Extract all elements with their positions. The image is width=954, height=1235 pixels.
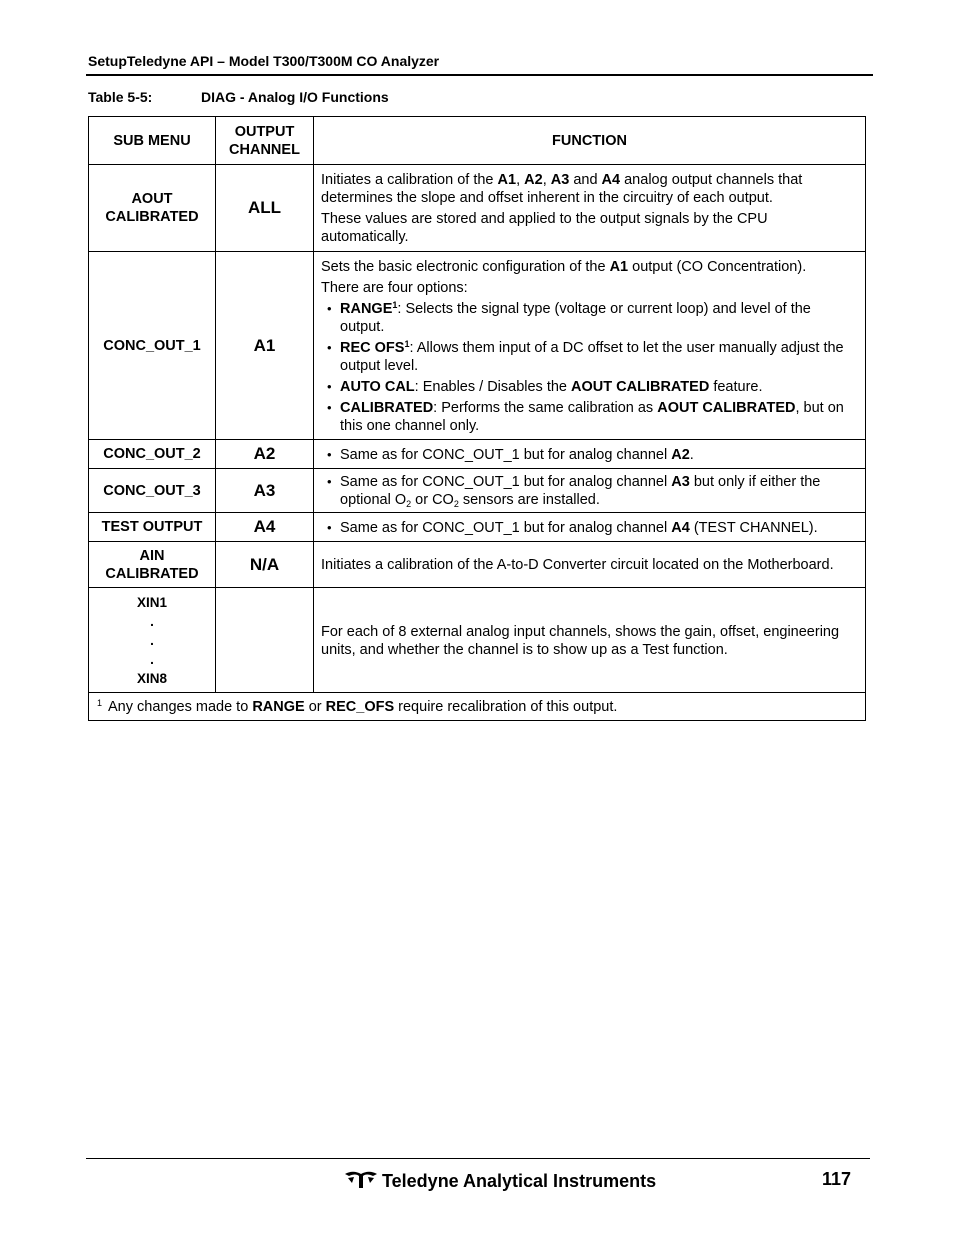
- channel-cell: A4: [216, 513, 314, 542]
- table-caption-label: Table 5-5:: [88, 89, 153, 105]
- sub-menu-cell: CONC_OUT_3: [89, 469, 216, 513]
- text-span: Initiates a calibration of the: [321, 172, 498, 188]
- teledyne-logo-icon: [344, 1168, 382, 1195]
- sub-menu-cell: [89, 165, 216, 252]
- sub-menu-cell: TEST OUTPUT: [89, 513, 216, 542]
- column-header-function: FUNCTION: [314, 117, 866, 165]
- function-cell: [314, 469, 866, 513]
- table-row-ain-calibrated: [89, 542, 866, 588]
- footer-brand-text: Teledyne Analytical Instruments: [382, 1171, 657, 1191]
- subscript: 2: [453, 499, 459, 509]
- bold-span: A1: [497, 172, 517, 188]
- sub-menu-line1: AIN: [139, 547, 165, 564]
- table-footnote-row: [89, 693, 866, 721]
- list-item-range: [321, 300, 859, 336]
- bold-span: REC_OFS: [325, 698, 395, 715]
- option-term: RANGE: [340, 300, 393, 317]
- list-item-auto-cal: [321, 378, 859, 396]
- text-span: Any changes made to: [108, 698, 253, 715]
- text-span: analog output channels that determines the slope and offset inherent in the circuitry of each output.: [321, 172, 803, 206]
- sub-menu-line2: CALIBRATED: [105, 209, 199, 225]
- list-item: [321, 519, 859, 537]
- sub-menu-cell: [89, 588, 216, 693]
- function-paragraph: There are four options:: [321, 279, 468, 296]
- column-header-output-line1: OUTPUT: [234, 123, 295, 140]
- function-paragraph: These values are stored and applied to the output signals by the CPU automatically.: [321, 211, 768, 245]
- option-text: : Performs the same calibration as: [433, 399, 658, 416]
- function-cell: [314, 440, 866, 469]
- function-cell: [314, 513, 866, 542]
- channel-cell: A3: [216, 469, 314, 513]
- text-span: ,: [542, 172, 551, 188]
- option-term: CALIBRATED: [340, 399, 434, 416]
- table-row-conc-out-1: [89, 252, 866, 440]
- ellipsis-dot: .: [150, 613, 154, 629]
- text-span: Same as for CONC_OUT_1 but for analog channel: [340, 474, 672, 490]
- option-text: , but on this one channel only.: [340, 399, 844, 434]
- subscript: 2: [406, 499, 412, 509]
- footnote-ref: 1: [392, 299, 398, 310]
- function-cell: [314, 588, 866, 693]
- options-list: [321, 300, 859, 435]
- footnote-marker: 1: [97, 697, 103, 708]
- bold-span: RANGE: [252, 698, 305, 715]
- bold-span: A4: [671, 519, 690, 536]
- options-list: [321, 446, 859, 464]
- text-span: output (CO Concentration).: [628, 258, 807, 275]
- list-item-calibrated: [321, 399, 859, 435]
- header-divider: [86, 74, 873, 76]
- table-header-row: [89, 117, 866, 165]
- text-span: ,: [516, 172, 525, 188]
- option-term: AUTO CAL: [340, 378, 415, 395]
- function-cell: [314, 252, 866, 440]
- sub-menu-line1: AOUT: [131, 191, 173, 207]
- sub-menu-cell: CONC_OUT_2: [89, 440, 216, 469]
- column-header-output-line2: CHANNEL: [229, 141, 300, 158]
- function-paragraph: [321, 171, 859, 207]
- function-paragraph: For each of 8 external analog input channels, shows the gain, offset, engineering units, and whether the channel is to show up as a Test function.: [321, 623, 840, 658]
- sub-menu-xin-first: XIN1: [136, 594, 167, 610]
- table-row-test-output: [89, 513, 866, 542]
- bold-span: A4: [601, 172, 621, 188]
- options-list: [321, 473, 859, 509]
- text-span: Same as for CONC_OUT_1 but for analog channel: [340, 446, 672, 463]
- table-row-aout-calibrated: [89, 165, 866, 252]
- page-header-title: SetupTeledyne API – Model T300/T300M CO Analyzer: [88, 53, 440, 69]
- option-text: : Enables / Disables the: [414, 378, 572, 395]
- ellipsis-dot: .: [150, 651, 154, 667]
- page-number: 117: [822, 1169, 852, 1189]
- sub-menu-xin-last: XIN8: [136, 670, 167, 686]
- bold-span: A3: [550, 172, 570, 188]
- sub-menu-cell: CONC_OUT_1: [89, 252, 216, 440]
- ellipsis-dot: .: [150, 632, 154, 648]
- function-paragraph: [321, 258, 859, 276]
- footnote-ref: 1: [404, 338, 410, 349]
- list-item: [321, 446, 859, 464]
- function-cell: [314, 542, 866, 588]
- bold-span: A2: [671, 446, 690, 463]
- text-span: or CO: [411, 492, 454, 508]
- text-span: (TEST CHANNEL).: [689, 519, 818, 536]
- options-list: [321, 519, 859, 537]
- text-span: Same as for CONC_OUT_1 but for analog channel: [340, 519, 672, 536]
- footer-divider: [86, 1158, 870, 1159]
- function-paragraph: Initiates a calibration of the A-to-D Converter circuit located on the Motherboard.: [321, 557, 834, 573]
- table-caption: [88, 89, 389, 105]
- text-span: but only if either the optional O: [340, 474, 821, 508]
- footer-brand: [344, 1168, 656, 1195]
- text-span: sensors are installed.: [458, 492, 600, 508]
- bold-span: A2: [524, 172, 543, 188]
- text-span: Sets the basic electronic configuration of the: [321, 258, 610, 275]
- list-item-rec-ofs: [321, 339, 859, 375]
- bold-span: A1: [609, 258, 629, 275]
- text-span: .: [689, 446, 694, 463]
- bold-span: AOUT CALIBRATED: [657, 399, 796, 416]
- sub-menu-line2: CALIBRATED: [105, 565, 199, 582]
- channel-cell: A2: [216, 440, 314, 469]
- text-span: require recalibration of this output.: [394, 698, 618, 715]
- list-item: [321, 473, 859, 509]
- channel-cell: A1: [216, 252, 314, 440]
- sub-menu-cell: [89, 542, 216, 588]
- option-text: : Allows them input of a DC offset to let the user manually adjust the output level.: [340, 339, 844, 374]
- table-row-xin: [89, 588, 866, 693]
- channel-cell: ALL: [216, 165, 314, 252]
- column-header-sub-menu: SUB MENU: [89, 117, 216, 165]
- footnote-cell: [89, 693, 866, 721]
- option-term: REC OFS: [340, 339, 405, 356]
- text-span: or: [304, 698, 326, 715]
- bold-span: AOUT CALIBRATED: [571, 378, 710, 395]
- analog-io-functions-table: [88, 116, 866, 721]
- option-text: feature.: [709, 378, 763, 395]
- text-span: and: [569, 172, 602, 188]
- option-text: : Selects the signal type (voltage or current loop) and level of the output.: [340, 300, 811, 335]
- column-header-output-channel: [216, 117, 314, 165]
- function-cell: [314, 165, 866, 252]
- table-row-conc-out-2: [89, 440, 866, 469]
- channel-cell: N/A: [216, 542, 314, 588]
- table-row-conc-out-3: [89, 469, 866, 513]
- channel-cell: [216, 588, 314, 693]
- table-caption-title: DIAG - Analog I/O Functions: [201, 89, 389, 105]
- bold-span: A3: [671, 474, 690, 490]
